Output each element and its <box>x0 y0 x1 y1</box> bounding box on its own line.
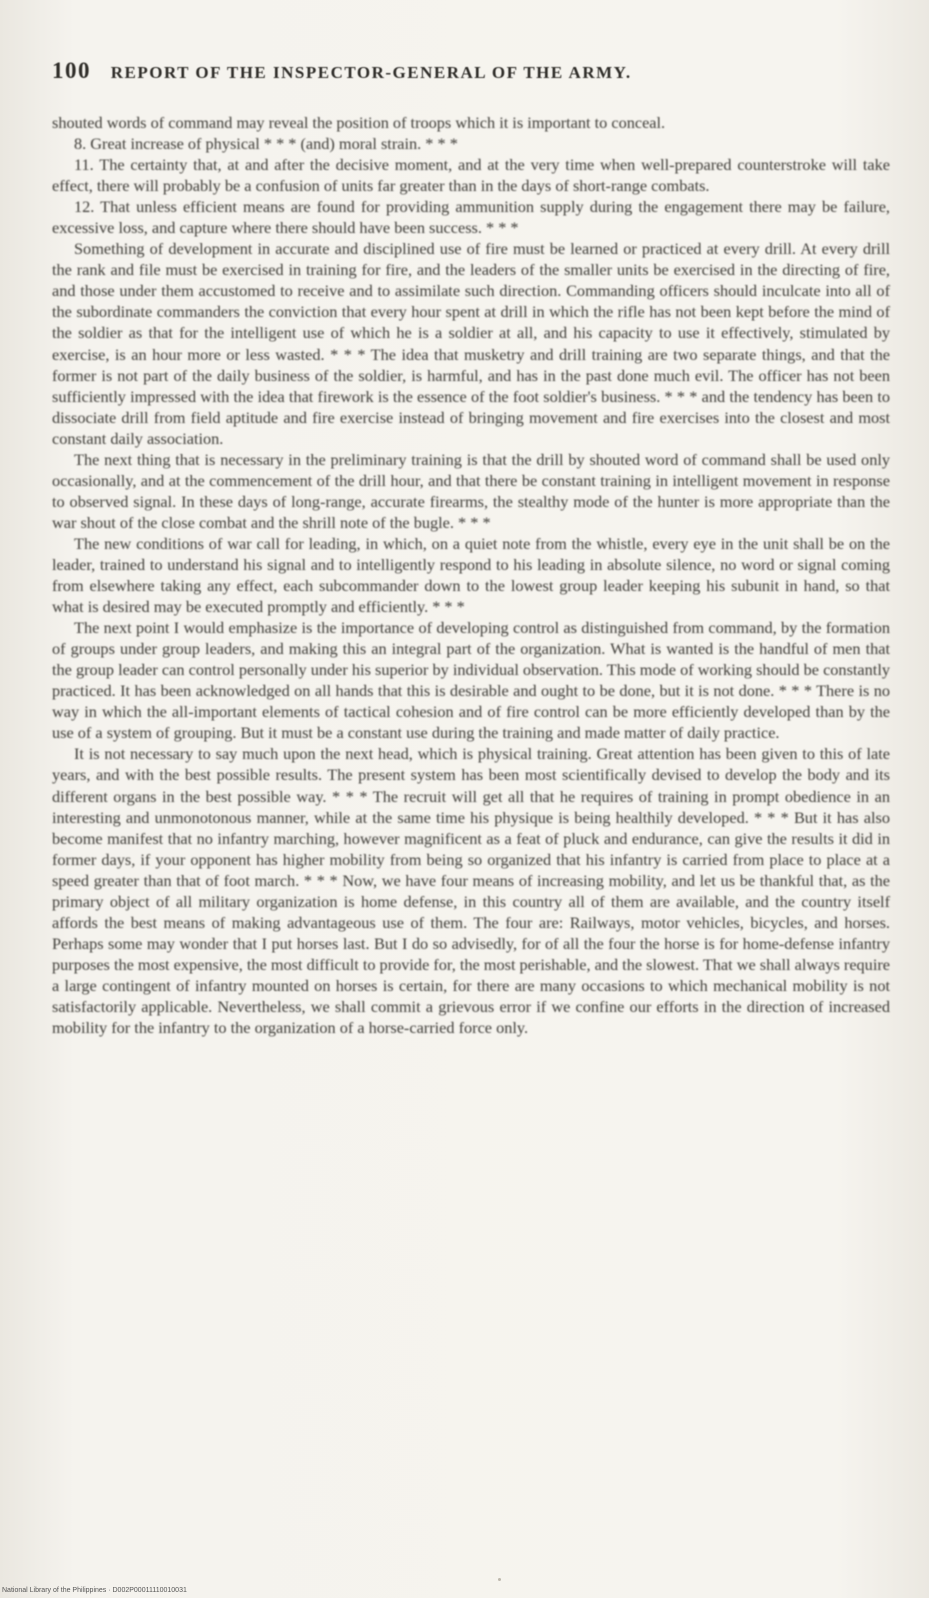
page-number: 100 <box>52 58 91 83</box>
paragraph: The new conditions of war call for leading, in which, on a quiet note from the whistle, every eye in the unit shall be on the leader, trained to understand his signal and to intelligently respond to his leading in absolute silence, no word or signal coming from elsewhere taking any effect, each subcommander down to the lowest group leader keeping his subunit in hand, so that what is desired may be executed promptly and efficiently. * * * <box>52 533 890 617</box>
paragraph: 12. That unless efficient means are found for providing ammunition supply during the engagement there may be failure, excessive loss, and capture where there should have been success. * * * <box>52 197 890 238</box>
body-text <box>52 112 890 1038</box>
scan-credit: National Library of the Philippines · D002P00011110010031 <box>2 1587 187 1594</box>
paragraph: 8. Great increase of physical * * * (and) moral strain. * * * <box>74 134 458 154</box>
paragraph: 11. The certainty that, at and after the decisive moment, and at the very time when well-prepared counterstroke will take effect, there will probably be a confusion of units far greater than in the days of short-range combats. <box>52 155 890 196</box>
paragraph: Something of development in accurate and disciplined use of fire must be learned or practiced at every drill. At every drill the rank and file must be exercised in training for fire, and the leaders of the smaller units be exercised in the directing of fire, and those under them accustomed to receive and to assimilate such direction. Commanding officers should inculcate into all of the subordinate commanders the conviction that every hour spent at drill in which the rifle has not been kept before the mind of the soldier as that for the intelligent use of which he is a soldier at all, and his capacity to use it effectively, stimulated by exercise, is an hour more or less wasted. * * * The idea that musketry and drill training are two separate things, and that the former is not part of the daily business of the soldier, is harmful, and has in the past done much evil. The officer has not been sufficiently impressed with the idea that firework is the essence of the foot soldier's business. * * * and the tendency has been to dissociate drill from field aptitude and fire exercise instead of bringing movement and fire exercises into the closest and most constant daily association. <box>52 239 890 448</box>
printer-mark <box>498 1578 501 1581</box>
page-header <box>52 58 882 84</box>
paragraph: The next point I would emphasize is the importance of developing control as distinguished from command, by the formation of groups under group leaders, and making this an integral part of the organization. What is wanted is the handful of men that the group leader can control personally under his superior by individual observation. This mode of working should be constantly practiced. It has been acknowledged on all hands that this is desirable and ought to be done, but it is not done. * * * There is no way in which the all-important elements of tactical cohesion and of fire control can be more efficiently developed than by the use of a system of grouping. But it must be a constant use during the training and made matter of daily practice. <box>52 618 890 743</box>
paragraph: It is not necessary to say much upon the next head, which is physical training. Great attention has been given to this of late years, and with the best possible results. The present system has been most scientifically devised to develop the body and its different organs in the best possible way. * * * The recruit will get all that he requires of training in prompt obedience in an interesting and unmonotonous manner, while at the same time his physique is being healthily developed. * * * But it has also become manifest that no infantry marching, however magnificent as a feat of pluck and endurance, can give the results it did in former days, if your opponent has higher mobility from being so organized that his infantry is carried from place to place at a speed greater than that of foot march. * * * Now, we have four means of increasing mobility, and let us be thankful that, as the primary object of all military organization is home defense, in this country all of them are available, and the country itself affords the best means of making advantageous use of them. The four are: Railways, motor vehicles, bicycles, and horses. Perhaps some may wonder that I put horses last. But I do so advisedly, for of all the four the horse is for home-defense infantry purposes the most expensive, the most difficult to provide for, the most perishable, and the slowest. That we shall always require a large contingent of infantry mounted on horses is certain, for there are many occasions to which mechanical mobility is not satisfactorily applicable. Nevertheless, we shall commit a grievous error if we confine our efforts in the direction of increased mobility for the infantry to the organization of a horse-carried force only. <box>52 744 890 1038</box>
paragraph: The next thing that is necessary in the preliminary training is that the drill by shouted word of command shall be used only occasionally, and at the commencement of the drill hour, and that there be constant training in intelligent movement in response to observed signal. In these days of long-range, accurate firearms, the stealthy mode of the hunter is more appropriate than the war shout of the close combat and the shrill note of the bugle. * * * <box>52 449 890 532</box>
running-title: REPORT OF THE INSPECTOR-GENERAL OF THE ARMY. <box>110 63 632 82</box>
paragraph: shouted words of command may reveal the position of troops which it is important to conceal. <box>52 113 666 132</box>
